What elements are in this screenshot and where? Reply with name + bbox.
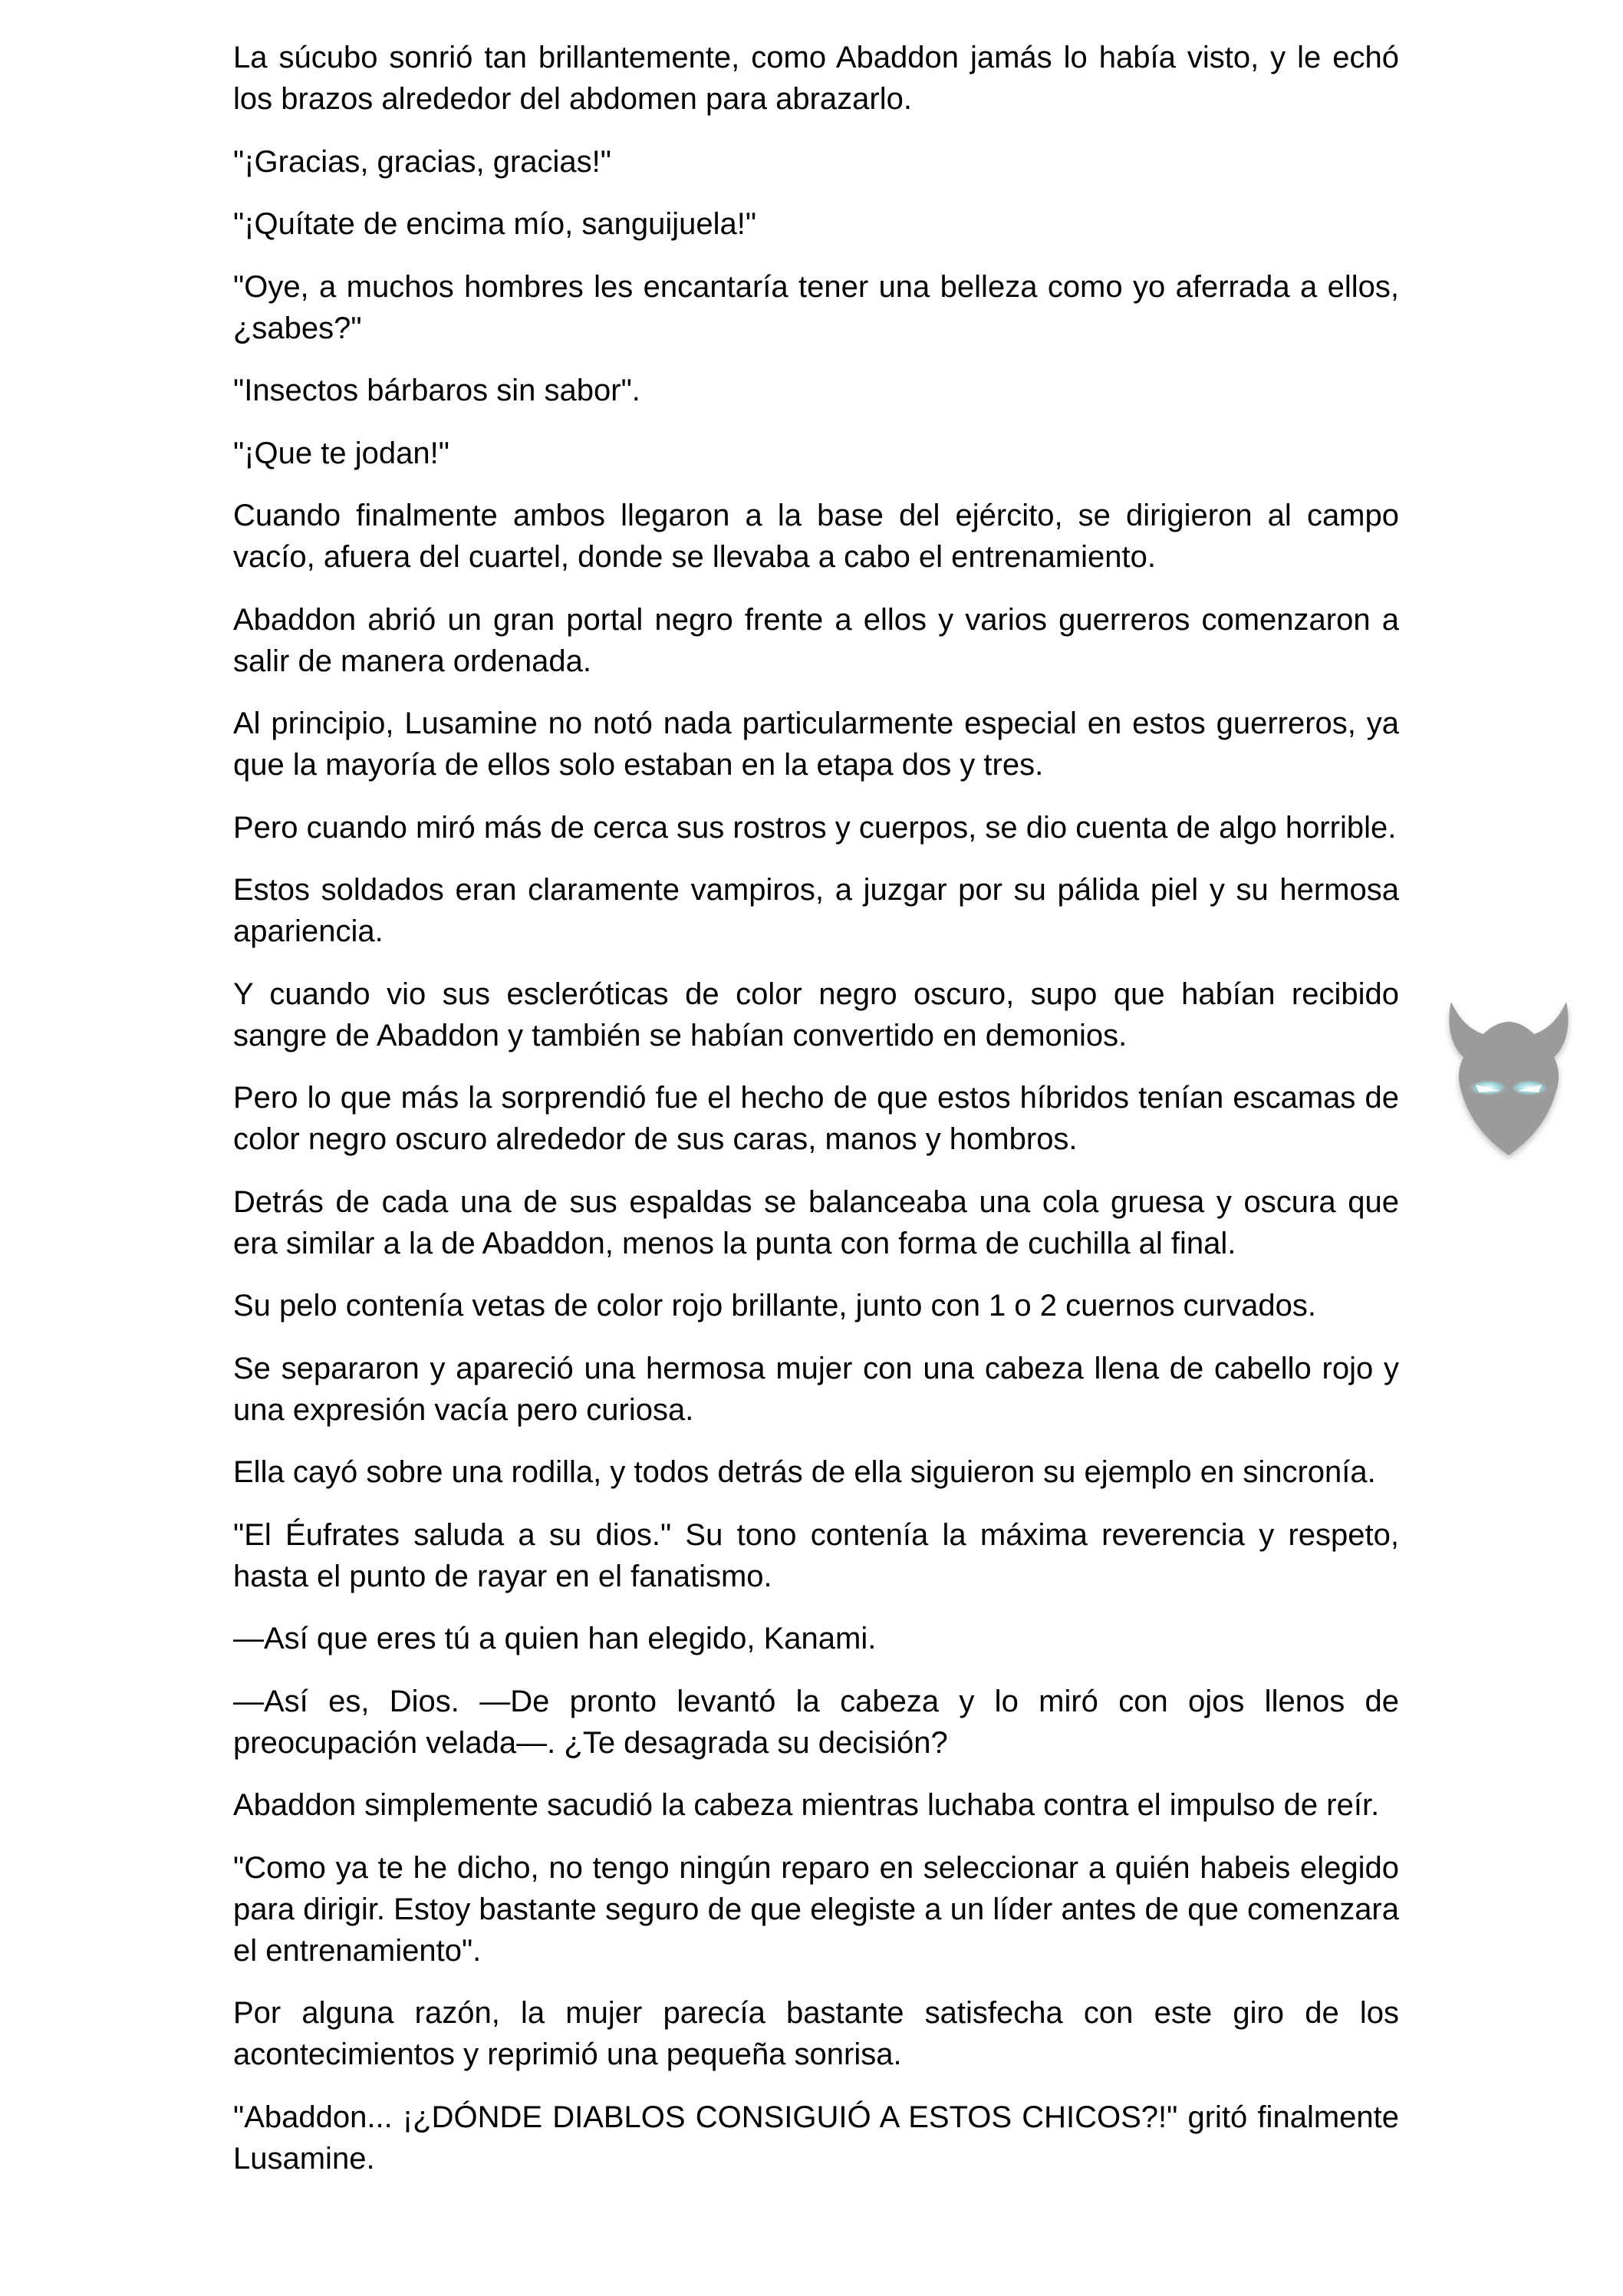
paragraph: "¡Quítate de encima mío, sanguijuela!" bbox=[233, 207, 757, 241]
paragraph: Cuando finalmente ambos llegaron a la base del ejército, se dirigieron al campo vacío, afuera del cuartel, donde se llevaba a cabo el entrenamiento. bbox=[233, 499, 1399, 574]
paragraph: Pero lo que más la sorprendió fue el hecho de que estos híbridos tenían escamas de color negro oscuro alrededor de sus caras, manos y hombros. bbox=[233, 1081, 1399, 1156]
paragraph: Abaddon simplemente sacudió la cabeza mientras luchaba contra el impulso de reír. bbox=[233, 1788, 1380, 1822]
paragraph: "¡Gracias, gracias, gracias!" bbox=[233, 144, 611, 179]
paragraph: Y cuando vio sus escleróticas de color negro oscuro, supo que habían recibido sangre de Abaddon y también se habían convertido en demonios. bbox=[233, 977, 1399, 1052]
paragraph: Al principio, Lusamine no notó nada particularmente especial en estos guerreros, ya que la mayoría de ellos solo estaban en la etapa dos y tres. bbox=[233, 707, 1399, 782]
paragraph: Su pelo contenía vetas de color rojo brillante, junto con 1 o 2 cuernos curvados. bbox=[233, 1289, 1316, 1323]
paragraph: —Así que eres tú a quien han elegido, Kanami. bbox=[233, 1622, 877, 1655]
paragraph: —Así es, Dios. —De pronto levantó la cabeza y lo miró con ojos llenos de preocupación velada—. ¿Te desagrada su decisión? bbox=[233, 1684, 1399, 1760]
paragraph: Estos soldados eran claramente vampiros, a juzgar por su pálida piel y su hermosa apariencia. bbox=[233, 873, 1399, 948]
paragraph: Abaddon abrió un gran portal negro frente a ellos y varios guerreros comenzaron a salir de manera ordenada. bbox=[233, 602, 1399, 678]
document-page bbox=[233, 37, 1399, 2179]
paragraph: Detrás de cada una de sus espaldas se balanceaba una cola gruesa y oscura que era similar a la de Abaddon, menos la punta con forma de cuchilla al final. bbox=[233, 1184, 1399, 1260]
paragraph: "¡Que te jodan!" bbox=[233, 436, 449, 470]
paragraph: "Insectos bárbaros sin sabor". bbox=[233, 374, 640, 407]
paragraph: Se separaron y apareció una hermosa mujer con una cabeza llena de cabello rojo y una expresión vacía pero curiosa. bbox=[233, 1351, 1399, 1427]
paragraph: "Abaddon... ¡¿DÓNDE DIABLOS CONSIGUIÓ A ESTOS CHICOS?!" gritó finalmente Lusamine. bbox=[233, 2100, 1399, 2176]
paragraph: Ella cayó sobre una rodilla, y todos detrás de ella siguieron su ejemplo en sincronía. bbox=[233, 1455, 1376, 1489]
paragraph: "Oye, a muchos hombres les encantaría tener una belleza como yo aferrada a ellos, ¿sabes?" bbox=[233, 269, 1399, 345]
paragraph: Pero cuando miró más de cerca sus rostros y cuerpos, se dio cuenta de algo horrible. bbox=[233, 810, 1397, 845]
demon-head-icon bbox=[1436, 991, 1582, 1164]
paragraph: Por alguna razón, la mujer parecía bastante satisfecha con este giro de los acontecimientos y reprimió una pequeña sonrisa. bbox=[233, 1996, 1399, 2071]
paragraph: La súcubo sonrió tan brillantemente, como Abaddon jamás lo había visto, y le echó los brazos alrededor del abdomen para abrazarlo. bbox=[233, 41, 1399, 116]
paragraph: "Como ya te he dicho, no tengo ningún reparo en seleccionar a quién habeis elegido para dirigir. Estoy bastante seguro de que elegiste a un líder antes de que comenzara el entrenamiento". bbox=[233, 1850, 1399, 1968]
paragraph: "El Éufrates saluda a su dios." Su tono contenía la máxima reverencia y respeto, hasta el punto de rayar en el fanatismo. bbox=[233, 1517, 1399, 1593]
